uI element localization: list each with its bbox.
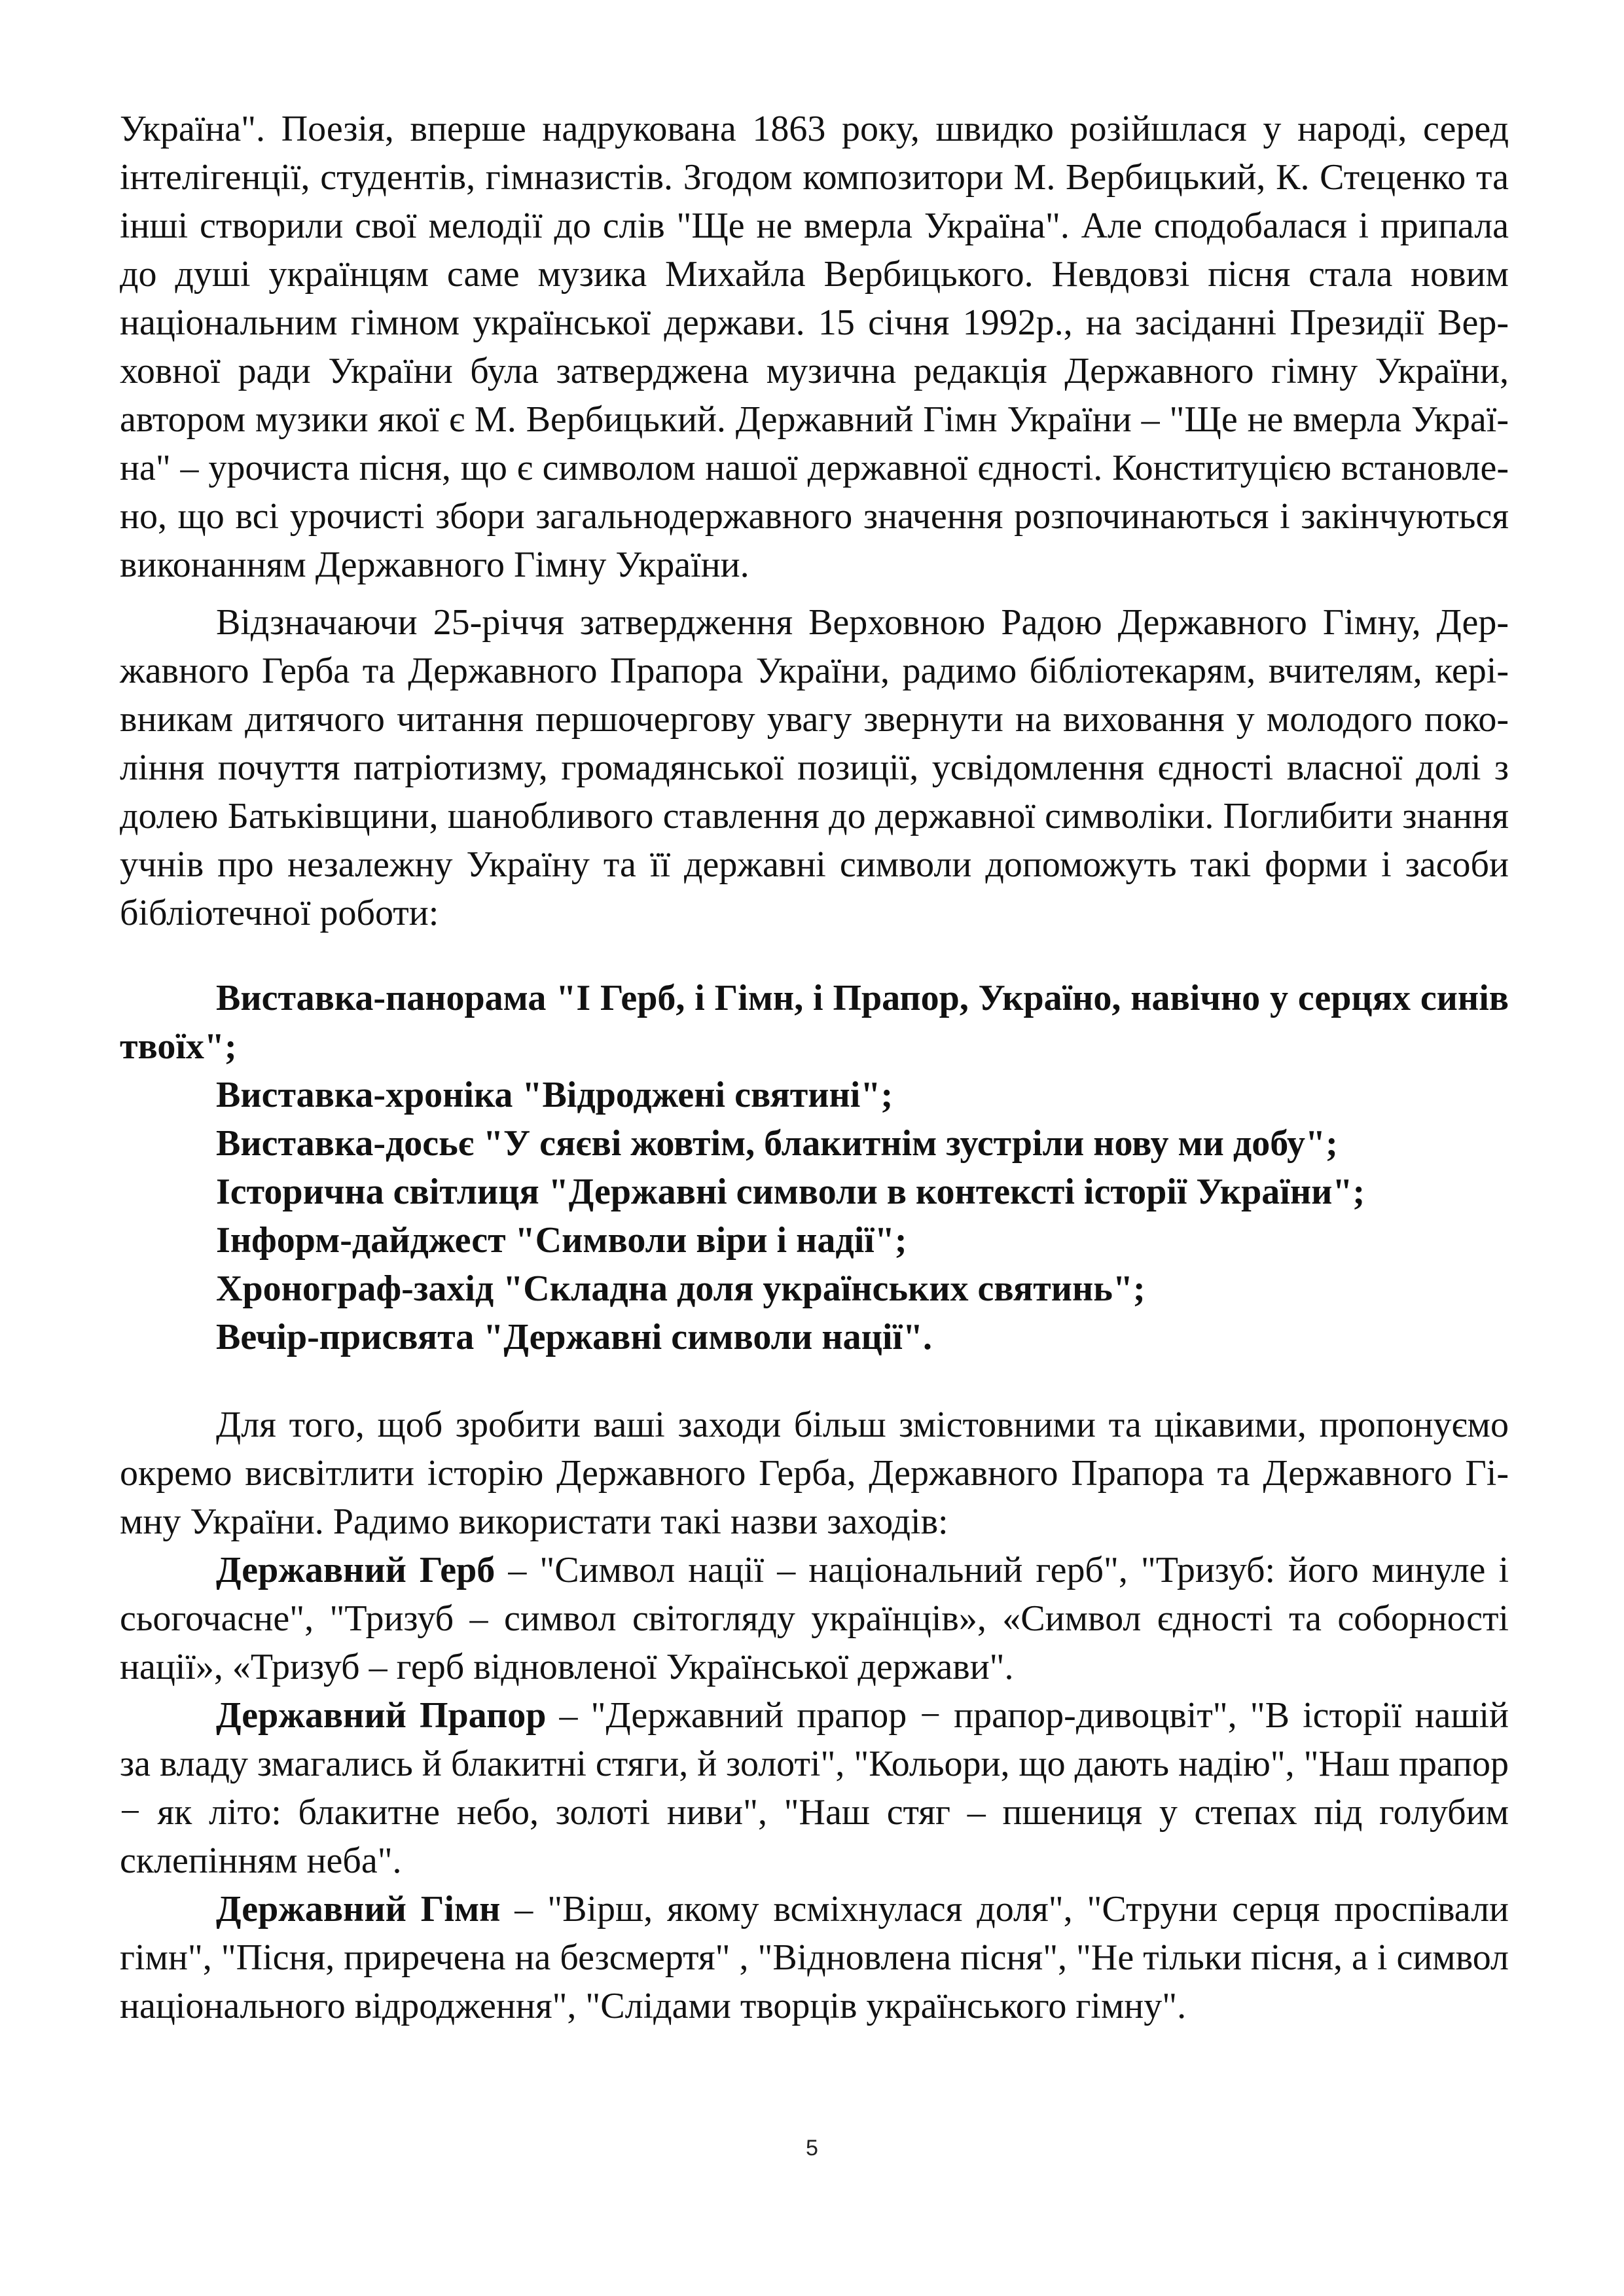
flag-titles: – "Державний прапор − прапор-дивоцвіт", "В історії нашій за владу змагались й блакитні стяги, й золоті", "Кольори, що дають надію", "Наш прапор − як літо: блакитне небо, золоті ниви", "Наш стяг – пшениця у степах під голубим склепінням неба".: [120, 1695, 1509, 1881]
paragraph-coat-of-arms: [120, 1546, 1509, 1691]
term-flag: Державний Прапор: [216, 1695, 547, 1736]
spacer: [120, 589, 1509, 598]
document-page: [120, 105, 1509, 2030]
anthem-titles: – "Вірш, якому всміхнулася доля", "Струни серця проспівали гімн", "Пісня, приречена на безсмертя" , "Відновлена пісня", "Не тільки пісня, а і символ національного відродження", "Слідами творців українського гімну".: [120, 1889, 1509, 2026]
spacer: [120, 1361, 1509, 1401]
list-item: Виставка-хроніка "Відроджені святині";: [216, 1075, 893, 1115]
page-number: 5: [806, 2136, 818, 2161]
paragraph-intro-names: Для того, щоб зробити ваші заходи більш змістовними та цікавими, пропонуємо окремо висвітлити історію Державного Герба, Державного Прапора та Державного Гімну України. Радимо використати такі назви заходів:: [120, 1405, 1509, 1542]
list-item: Вечір-присвята "Державні символи нації".: [216, 1317, 933, 1357]
paragraph-anthem: [120, 1885, 1509, 2030]
spacer: [120, 937, 1509, 974]
paragraph-flag: [120, 1691, 1509, 1885]
paragraph-anniversary: Відзначаючи 25-річчя затвердження Верховною Радою Державного Гімну, Державного Герба та Державного Прапора України, радимо бібліотекарям, вчителям, керівникам дитячого читання першочергову увагу звернути на виховання у молодого покоління почуття патріотизму, громадянської позиції, усвідомлення єдності власної долі з долею Батьківщини, шанобливого ставлення до державної символіки. Поглибити знання учнів про незалежну Україну та її державні символи допоможуть такі форми і засоби бібліотечної роботи:: [120, 602, 1509, 933]
term-anthem: Державний Гімн: [216, 1889, 501, 1929]
term-coat-of-arms: Державний Герб: [216, 1550, 496, 1590]
list-item: Історична світлиця "Державні символи в контексті історії України";: [216, 1172, 1365, 1212]
list-item: Хронограф-захід "Складна доля українських святинь";: [216, 1268, 1146, 1309]
list-item: Інформ-дайджест "Символи віри і надії";: [216, 1220, 907, 1261]
list-item: Виставка-панорама "І Герб, і Гімн, і Прапор, Україно, навічно у серцях синів твоїх";: [120, 978, 1509, 1067]
paragraph-anthem-history: Україна". Поезія, вперше надрукована 1863 року, швидко розійшлася у народі, серед інтелігенції, студентів, гімназистів. Згодом композитори М. Вербицький, К. Стеценко та інші створили свої мелодії до слів "Ще не вмерла Україна". Але сподобалася і припала до душі українцям саме музика Михайла Вербицького. Невдовзі пісня стала новим національним гімном української держави. 15 січня 1992р., на засіданні Президії Верховної ради України була затверджена музична редакція Державного гімну України, автором музики якої є М. Вербицький. Державний Гімн України – "Ще не вмерла Україна" – урочиста пісня, що є символом нашої державної єдності. Конституцією встановлено, що всі урочисті збори загальнодержавного значення розпочинаються і закінчуються виконанням Державного Гімну України.: [120, 109, 1509, 585]
coat-of-arms-titles: – "Символ нації – національний герб", "Тризуб: його минуле і сьогочасне", "Тризуб – символ світогляду українців», «Символ єдності та соборності нації», «Тризуб – герб відновленої Української держави".: [120, 1550, 1509, 1687]
events-list: [120, 974, 1509, 1361]
list-item: Виставка-досьє "У сяєві жовтім, блакитнім зустріли нову ми добу";: [216, 1123, 1338, 1164]
